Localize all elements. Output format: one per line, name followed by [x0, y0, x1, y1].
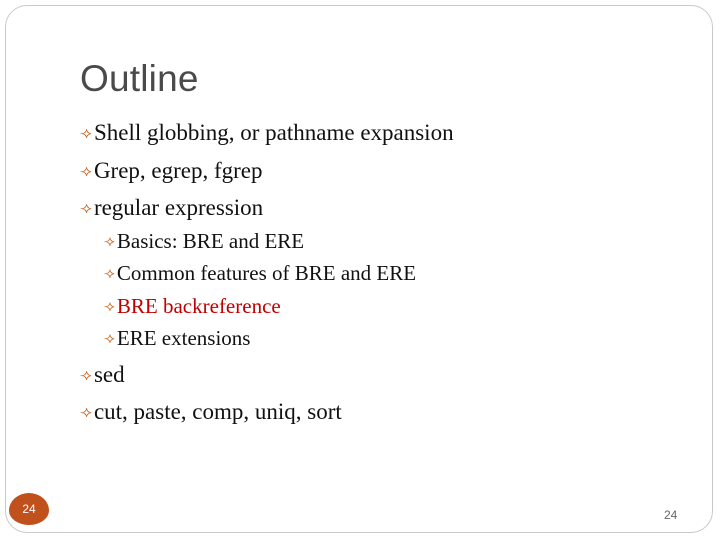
bullet-text: sed	[93, 362, 125, 387]
page-number: 24	[664, 508, 678, 522]
sub-bullet-item	[104, 261, 416, 286]
bullet-arrow-icon: ⟢	[80, 123, 92, 142]
bullet-item	[80, 362, 125, 388]
sub-bullet-item	[104, 294, 281, 319]
slide-title: Outline	[80, 58, 199, 99]
sub-bullet-item	[104, 229, 304, 254]
bullet-arrow-icon: ⟢	[104, 265, 115, 282]
bullet-item	[80, 399, 342, 425]
bullet-arrow-icon: ⟢	[104, 298, 115, 315]
bullet-text: Basics: BRE and ERE	[116, 229, 305, 253]
bullet-arrow-icon: ⟢	[104, 233, 115, 250]
bullet-text: BRE backreference	[116, 294, 281, 318]
bullet-text: ERE extensions	[116, 326, 251, 350]
bullet-text: Grep, egrep, fgrep	[93, 158, 263, 183]
bullet-arrow-icon: ⟢	[104, 330, 115, 347]
page-badge: 24	[9, 493, 49, 525]
bullet-arrow-icon: ⟢	[80, 365, 92, 384]
bullet-item	[80, 120, 454, 146]
sub-bullet-item	[104, 326, 250, 351]
bullet-text: Shell globbing, or pathname expansion	[93, 120, 454, 145]
bullet-item	[80, 158, 263, 184]
bullet-text: Common features of BRE and ERE	[116, 261, 417, 285]
bullet-arrow-icon: ⟢	[80, 198, 92, 217]
bullet-arrow-icon: ⟢	[80, 402, 92, 421]
bullet-text: regular expression	[93, 195, 264, 220]
bullet-arrow-icon: ⟢	[80, 161, 92, 180]
bullet-item	[80, 195, 263, 221]
bullet-text: cut, paste, comp, uniq, sort	[93, 399, 342, 424]
